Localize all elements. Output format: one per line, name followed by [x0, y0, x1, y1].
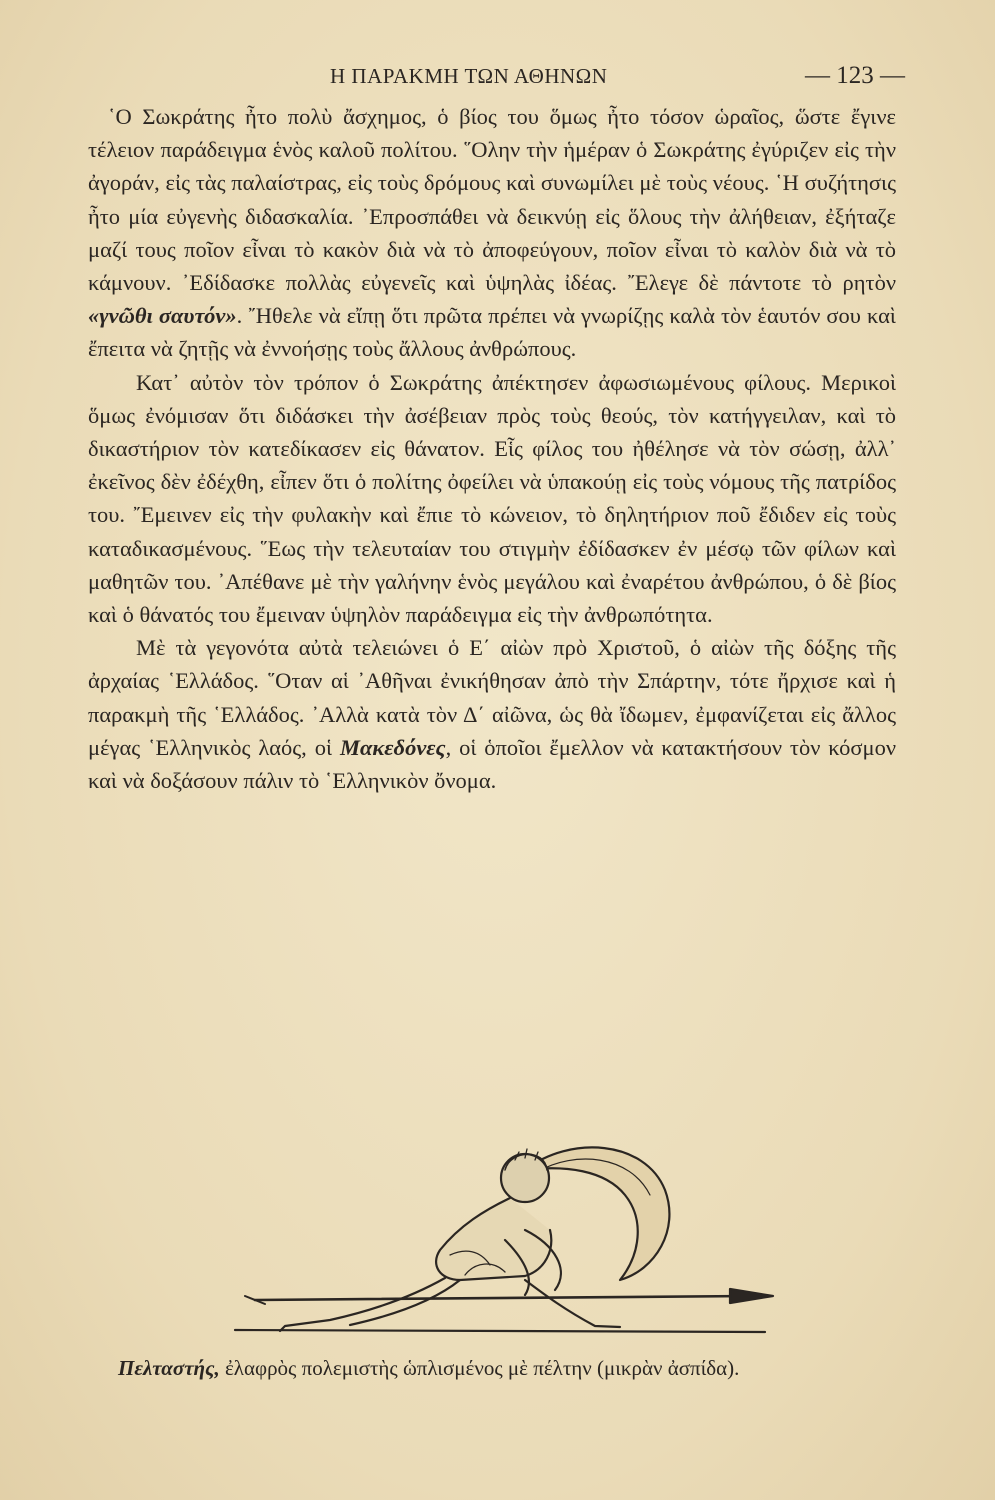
figure-caption [118, 1356, 898, 1381]
spear-head [730, 1289, 773, 1303]
page-number: — 123 — [805, 62, 905, 89]
paragraph-3-text-b: , οἱ ὁποῖοι ἔμελλον νὰ κατακτήσουν τὸν κόσμον καὶ νὰ δοξάσουν πάλιν τὸ ῾Ελληνικὸν ὄνομα. [88, 734, 896, 794]
torso [436, 1198, 551, 1280]
paragraph-decline [88, 631, 896, 797]
running-title: Η ΠΑΡΑΚΜΗ ΤΩΝ ΑΘΗΝΩΝ [330, 63, 608, 88]
paragraph-socrates-death: Κατ᾿ αὐτὸν τὸν τρόπον ὁ Σωκράτης ἀπέκτησεν ἀφωσιωμένους φίλους. Μερικοὶ ὅμως ἐνόμισαν ὅτι διδάσκει τὴν ἀσέβειαν πρὸς τοὺς θεούς, τὸν κατήγγειλαν, καὶ τὸ δικαστήριον τὸν κατεδίκασεν εἰς θάνατον. Εἷς φίλος του ἠθέλησε νὰ τὸν σώσῃ, ἀλλ᾿ ἐκεῖνος δὲν ἐδέχθη, εἶπεν ὅτι ὁ πολίτης ὀφείλει νὰ ὑπακούῃ εἰς τοὺς νόμους τῆς πατρίδος του. ῎Εμεινεν εἰς τὴν φυλακὴν καὶ ἔπιε τὸ κώνειον, τὸ δηλητήριον ποῦ ἔδιδεν εἰς τοὺς καταδικασμένους. ῞Εως τὴν τελευταίαν του στιγμὴν ἐδίδασκεν ἐν μέσῳ τῶν φίλων καὶ μαθητῶν του. ᾿Απέθανε μὲ τὴν γαλήνην ἑνὸς μεγάλου καὶ ἐναρέτου ἀνθρώπου, ὁ δὲ βίος καὶ ὁ θάνατός του ἔμειναν ὑψηλὸν παράδειγμα εἰς τὴν ἀνθρωπότητα. [88, 369, 896, 628]
front-leg [525, 1280, 620, 1327]
page-header [330, 58, 905, 94]
emphasis-macedonians: Μακεδόνες [339, 734, 446, 760]
quote-know-thyself: «γνῶθι σαυτόν» [88, 303, 237, 329]
head [501, 1154, 549, 1202]
caption-term: Πελταστής, [118, 1356, 220, 1380]
paragraph-1-text-a: ῾Ο Σωκράτης ἦτο πολὺ ἄσχημος, ὁ βίος του ὅμως ἦτο τόσον ὡραῖος, ὥστε ἔγινε τέλειον παράδειγμα ἑνὸς καλοῦ πολίτου. ῞Ολην τὴν ἡμέραν ὁ Σωκράτης ἐγύριζεν εἰς τὴν ἀγοράν, εἰς τὰς παλαίστρας, εἰς τοὺς δρόμους καὶ συνωμίλει μὲ τοὺς νέους. ῾Η συζήτησις ἦτο μία εὐγενὴς διδασκαλία. ᾿Επροσπάθει νὰ δεικνύῃ εἰς ὅλους τὴν ἀλήθειαν, ἐξήταζε μαζί τους ποῖον εἶναι τὸ κακὸν διὰ νὰ τὸ ἀποφεύγουν, ποῖον εἶναι τὸ καλὸν διὰ νὰ τὸ κάμνουν. ᾿Εδίδασκε πολλὰς εὐγενεῖς καὶ ὑψηλὰς ἰδέας. ῎Ελεγε δὲ πάντοτε τὸ ρητὸν [88, 104, 896, 296]
paragraph-1-text-b: . ῎Ηθελε νὰ εἴπῃ ὅτι πρῶτα πρέπει νὰ γνωρίζῃς καλὰ τὸν ἑαυτόν σου καὶ ἔπειτα νὰ ζητῇς νὰ ἐννοήσῃς τοὺς ἄλλους ἀνθρώπους. [88, 303, 896, 362]
paragraph-socrates-life [88, 100, 896, 366]
paragraph-3-text-a: Μὲ τὰ γεγονότα αὐτὰ τελειώνει ὁ Ε΄ αἰὼν πρὸ Χριστοῦ, ὁ αἰὼν τῆς δόξης τῆς ἀρχαίας ῾Ελλάδος. ῞Οταν αἱ ᾿Αθῆναι ἐνικήθησαν ἀπὸ τὴν Σπάρτην, τότε ἤρχισε καὶ ἡ παρακμὴ τῆς ῾Ελλάδος. ᾿Αλλὰ κατὰ τὸν Δ΄ αἰῶνα, ὡς θὰ ἴδωμεν, ἐμφανίζεται εἰς ἄλλος μέγας ῾Ελληνικὸς λαός, οἱ [88, 635, 896, 760]
ground-line [235, 1330, 765, 1332]
body-text [88, 100, 896, 797]
caption-text: ἐλαφρὸς πολεμιστὴς ὡπλισμένος μὲ πέλτην (μικρὰν ἀσπίδα). [219, 1356, 740, 1380]
spear [255, 1296, 750, 1300]
peltast-illustration [225, 1130, 785, 1345]
